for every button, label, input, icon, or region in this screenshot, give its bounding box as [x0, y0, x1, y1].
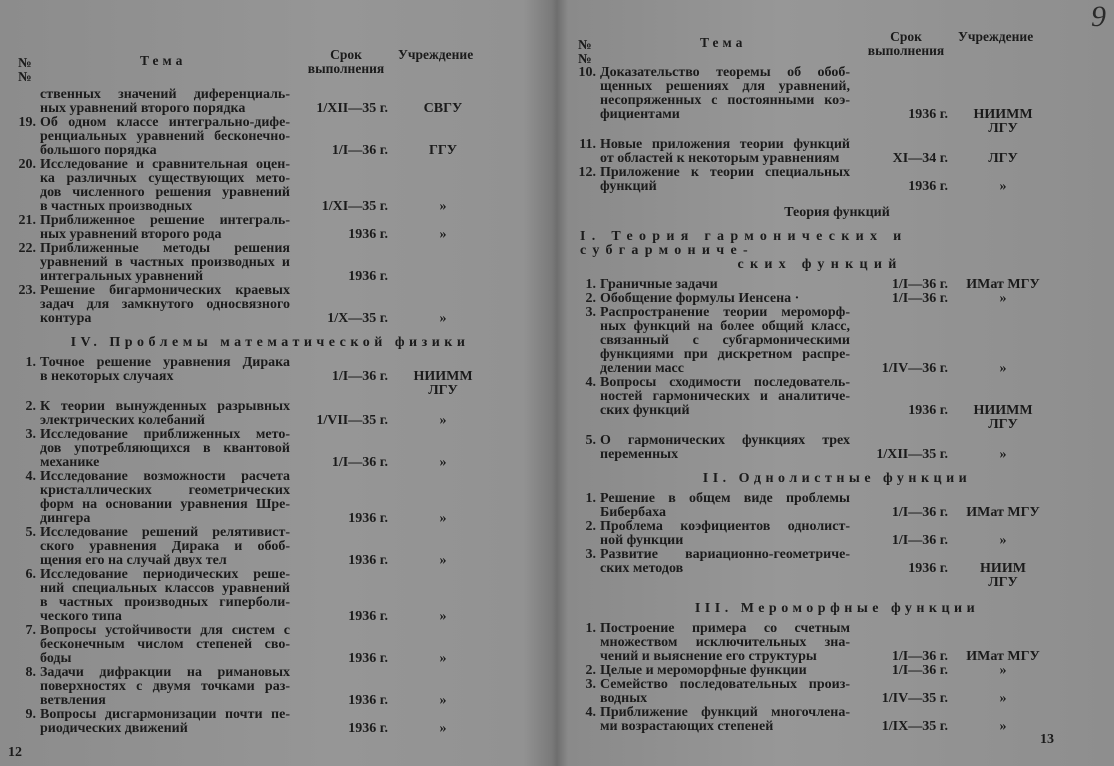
theme-line: Развитие вариационно-геометриче-: [600, 548, 850, 562]
item-deadline: 1/X—35 г.: [327, 311, 388, 326]
item-deadline: 1/XII—35 г.: [316, 101, 388, 116]
item-theme: [40, 666, 290, 708]
institution-line: СВГУ: [423, 101, 463, 116]
item-institution: [398, 694, 488, 708]
theme-line: функций: [600, 180, 657, 194]
header-date-line: выполнения: [867, 43, 945, 58]
item-deadline: 1/I—36 г.: [331, 369, 388, 384]
table-row: [0, 470, 540, 526]
table-row: [0, 214, 540, 242]
item-theme: [40, 568, 290, 624]
page-body: [0, 88, 540, 736]
theme-line: задач для замкнутого односвязного: [40, 298, 290, 312]
item-number: 7.: [25, 623, 36, 638]
institution-line: »: [439, 651, 447, 666]
institution-line: »: [439, 199, 447, 214]
item-deadline: 1936 г.: [908, 403, 948, 418]
table-row: [560, 520, 1114, 548]
page-body: [560, 66, 1114, 734]
institution-line: НИИМ: [980, 561, 1026, 576]
table-row: [0, 242, 540, 284]
item-theme: [40, 470, 290, 526]
theme-line: дингера: [40, 512, 91, 526]
item-number: 1.: [585, 621, 596, 636]
institution-line: НИИММ: [973, 403, 1033, 418]
item-institution: [958, 292, 1048, 306]
table-row: [0, 400, 540, 428]
theme-line: К теории вынужденных разрывных: [40, 400, 290, 414]
theme-line: связанный с субгармоническими: [600, 334, 850, 348]
item-institution: [398, 414, 488, 428]
theme-line: Целые и мероморфные функции: [600, 664, 807, 678]
table-row: [560, 166, 1114, 194]
theme-line: Исследование приближенных мето-: [40, 428, 290, 442]
item-theme: [600, 678, 850, 706]
section-title: [560, 230, 1060, 272]
theme-line: Семейство последовательных произ-: [600, 678, 850, 692]
theme-line: от областей к некоторым уравнениям: [600, 152, 840, 166]
item-institution: [958, 506, 1048, 520]
item-institution: [398, 610, 488, 624]
item-number: 11.: [579, 137, 596, 152]
table-row: [0, 356, 540, 400]
item-deadline: 1936 г.: [908, 107, 948, 122]
institution-line: »: [439, 693, 447, 708]
item-institution: [958, 448, 1048, 462]
institution-line: »: [439, 455, 447, 470]
item-theme: [600, 376, 850, 418]
item-institution: [958, 278, 1048, 292]
table-row: [560, 434, 1114, 462]
item-theme: [600, 306, 850, 376]
theme-line: ка различных существующих мето-: [40, 172, 290, 186]
theme-line: Вопросы дисгармонизации почти пе-: [40, 708, 290, 722]
theme-line: множеством исключительных зна-: [600, 636, 850, 650]
item-number: 4.: [25, 469, 36, 484]
theme-line: ных уравнений второго рода: [40, 228, 222, 242]
theme-line: интегральных уравнений: [40, 270, 204, 284]
item-theme: [40, 158, 290, 214]
table-row: [560, 376, 1114, 434]
theme-line: Исследование периодических реше-: [40, 568, 290, 582]
item-theme: [600, 622, 850, 664]
item-institution: [958, 152, 1048, 166]
theme-line: бесконечным числом степеней сво-: [40, 638, 290, 652]
theme-line: Об одном классе интегрально-дифе-: [40, 116, 290, 130]
theme-line: форм на основании уравнения Шре-: [40, 498, 290, 512]
table-row: [0, 284, 540, 326]
table-row: [560, 492, 1114, 520]
theme-line: несопряженных с постоянными коэ-: [600, 94, 850, 108]
institution-line: »: [999, 447, 1007, 462]
theme-line: ческого типа: [40, 610, 122, 624]
institution-line: ИМат МГУ: [966, 277, 1040, 292]
theme-line: Новые приложения теории функций: [600, 138, 850, 152]
theme-line: боды: [40, 652, 72, 666]
item-number: 2.: [585, 663, 596, 678]
theme-line: щения его на случай двух тел: [40, 554, 227, 568]
item-institution: [958, 108, 1048, 136]
item-deadline: 1936 г.: [908, 179, 948, 194]
theme-line: функциями при дискретном распре-: [600, 348, 850, 362]
theme-line: Приближение функций многочлена-: [600, 706, 850, 720]
institution-line: »: [999, 291, 1007, 306]
institution-line: ИМат МГУ: [966, 649, 1040, 664]
item-institution: [398, 200, 488, 214]
item-number: 5.: [585, 433, 596, 448]
institution-line: ЛГУ: [988, 417, 1018, 432]
item-institution: [398, 456, 488, 470]
table-row: [560, 292, 1114, 306]
table-row: [0, 708, 540, 736]
header-number: №№: [578, 37, 592, 66]
table-row: [0, 158, 540, 214]
item-deadline: 1936 г.: [348, 553, 388, 568]
table-row: [560, 622, 1114, 664]
item-deadline: 1/I—36 г.: [331, 143, 388, 158]
theme-line: ского уравнения Дирака и обоб-: [40, 540, 290, 554]
theme-line: ственных значений диференциаль-: [40, 88, 290, 102]
item-theme: [600, 292, 850, 306]
item-deadline: 1/XII—35 г.: [876, 447, 948, 462]
table-row: [0, 428, 540, 470]
institution-line: »: [999, 179, 1007, 194]
theme-line: переменных: [600, 448, 679, 462]
item-number: 2.: [585, 519, 596, 534]
item-theme: [40, 708, 290, 736]
item-deadline: 1/I—36 г.: [891, 505, 948, 520]
institution-line: »: [439, 413, 447, 428]
item-number: 4.: [585, 375, 596, 390]
institution-line: »: [999, 719, 1007, 734]
theme-line: щенных решениях для уравнений,: [600, 80, 850, 94]
institution-line: ИМат МГУ: [966, 505, 1040, 520]
institution-line: ЛГУ: [988, 151, 1018, 166]
table-row: [560, 138, 1114, 166]
theme-line: Вопросы сходимости последователь-: [600, 376, 850, 390]
item-theme: [600, 492, 850, 520]
theme-line: Исследование решений релятивист-: [40, 526, 290, 540]
item-institution: [398, 102, 488, 116]
theme-line: контура: [40, 312, 92, 326]
theme-line: фициентами: [600, 108, 680, 122]
theme-line: Граничные задачи: [600, 278, 718, 292]
item-institution: [398, 554, 488, 568]
theme-line: делении масс: [600, 362, 684, 376]
header-theme: Тема: [140, 53, 187, 68]
theme-line: Обобщение формулы Иенсена ·: [600, 292, 800, 306]
item-theme: [40, 400, 290, 428]
item-theme: [600, 434, 850, 462]
table-row: [0, 666, 540, 708]
theme-line: большого порядка: [40, 144, 157, 158]
item-institution: [398, 370, 488, 398]
table-row: [0, 88, 540, 116]
item-institution: [958, 650, 1048, 664]
item-number: 1.: [25, 355, 36, 370]
institution-line: ГГУ: [428, 143, 458, 158]
item-theme: [40, 428, 290, 470]
header-institution: Учреждение: [398, 47, 474, 62]
theme-line: электрических колебаний: [40, 414, 205, 428]
left-page: [0, 0, 540, 766]
item-institution: [958, 180, 1048, 194]
item-number: 4.: [585, 705, 596, 720]
item-theme: [600, 66, 850, 122]
item-theme: [600, 664, 850, 678]
item-number: 3.: [585, 547, 596, 562]
item-number: 12.: [578, 165, 596, 180]
theme-line: в частных производных гиперболи-: [40, 596, 290, 610]
table-row: [560, 664, 1114, 678]
item-institution: [398, 228, 488, 242]
item-number: 3.: [585, 677, 596, 692]
table-row: [560, 678, 1114, 706]
item-institution: [398, 144, 488, 158]
item-institution: [958, 562, 1048, 590]
theme-line: Приложение к теории специальных: [600, 166, 850, 180]
item-number: 22.: [18, 241, 36, 256]
item-number: 2.: [585, 291, 596, 306]
theme-line: Построение примера со счетным: [600, 622, 850, 636]
theme-line: механике: [40, 456, 100, 470]
institution-line: »: [999, 533, 1007, 548]
theme-line: ветвления: [40, 694, 106, 708]
item-number: 1.: [585, 277, 596, 292]
theme-line: Приближенные методы решения: [40, 242, 290, 256]
item-institution: [398, 312, 488, 326]
theme-line: Исследование возможности расчета: [40, 470, 290, 484]
item-deadline: 1/I—36 г.: [891, 663, 948, 678]
item-deadline: 1/XI—35 г.: [321, 199, 388, 214]
header-theme: Тема: [700, 35, 747, 50]
page-number: 12: [8, 745, 22, 760]
table-row: [560, 306, 1114, 376]
institution-line: »: [439, 311, 447, 326]
section-title: IV. Проблемы математической физики: [70, 335, 470, 350]
table-row: [0, 624, 540, 666]
section-heading: Теория функций: [784, 205, 890, 220]
item-number: 8.: [25, 665, 36, 680]
item-deadline: 1/IV—36 г.: [881, 361, 948, 376]
item-institution: [958, 404, 1048, 432]
theme-line: Решение в общем виде проблемы: [600, 492, 850, 506]
header-institution: Учреждение: [958, 29, 1034, 44]
table-row: [560, 66, 1114, 138]
theme-line: в некоторых случаях: [40, 370, 174, 384]
item-theme: [40, 116, 290, 158]
institution-line: »: [999, 691, 1007, 706]
item-theme: [600, 138, 850, 166]
theme-line: Приближенное решение интеграль-: [40, 214, 290, 228]
item-deadline: 1936 г.: [348, 609, 388, 624]
item-institution: [398, 652, 488, 666]
item-theme: [600, 520, 850, 548]
item-deadline: 1/I—36 г.: [891, 533, 948, 548]
item-deadline: 1936 г.: [348, 693, 388, 708]
item-theme: [40, 284, 290, 326]
item-theme: [40, 88, 290, 116]
theme-line: ренциальных уравнений бесконечно-: [40, 130, 290, 144]
institution-line: »: [439, 511, 447, 526]
item-institution: [958, 692, 1048, 706]
handwritten-page-mark: 9: [1091, 0, 1106, 33]
section-title-line: I. Теория гармонических и субгармониче-: [580, 229, 908, 258]
item-theme: [40, 214, 290, 242]
header-date-line: выполнения: [307, 61, 385, 76]
table-row: [560, 548, 1114, 592]
theme-line: Доказательство теоремы об обоб-: [600, 66, 850, 80]
theme-line: ских функций: [600, 404, 690, 418]
theme-line: ний специальных классов уравнений: [40, 582, 290, 596]
header-date-line: Срок: [330, 47, 362, 62]
item-institution: [398, 722, 488, 736]
item-theme: [600, 166, 850, 194]
theme-line: Вопросы устойчивости для систем с: [40, 624, 290, 638]
theme-line: Решение бигармонических краевых: [40, 284, 290, 298]
item-theme: [600, 706, 850, 734]
theme-line: Распространение теории мероморф-: [600, 306, 850, 320]
item-institution: [958, 664, 1048, 678]
theme-line: Бибербаха: [600, 506, 666, 520]
item-number: 9.: [25, 707, 36, 722]
theme-line: водных: [600, 692, 648, 706]
item-deadline: 1936 г.: [348, 721, 388, 736]
item-theme: [40, 526, 290, 568]
item-institution: [398, 512, 488, 526]
item-number: 21.: [18, 213, 36, 228]
item-number: 2.: [25, 399, 36, 414]
theme-line: в частных производных: [40, 200, 193, 214]
theme-line: ми возрастающих степеней: [600, 720, 774, 734]
institution-line: ЛГУ: [988, 575, 1018, 590]
item-deadline: 1/I—36 г.: [891, 277, 948, 292]
item-theme: [40, 242, 290, 284]
section-title-line: ских функций: [737, 257, 903, 272]
item-deadline: 1936 г.: [908, 561, 948, 576]
institution-line: ЛГУ: [428, 383, 458, 398]
item-deadline: 1/IX—35 г.: [881, 719, 948, 734]
item-deadline: 1/I—36 г.: [891, 291, 948, 306]
item-number: 23.: [18, 283, 36, 298]
section-title: III. Мероморфные функции: [694, 601, 980, 616]
item-number: 5.: [25, 525, 36, 540]
theme-line: риодических движений: [40, 722, 188, 736]
theme-line: дов употребляющихся в квантовой: [40, 442, 290, 456]
item-deadline: 1936 г.: [348, 651, 388, 666]
item-number: 19.: [18, 115, 36, 130]
header-date-line: Срок: [890, 29, 922, 44]
theme-line: поверхностях с двумя точками раз-: [40, 680, 290, 694]
header-number: №№: [18, 55, 32, 84]
table-row: [0, 568, 540, 624]
institution-line: »: [439, 721, 447, 736]
theme-line: чений и выяснение его структуры: [600, 650, 817, 664]
theme-line: дов численного решения уравнений: [40, 186, 290, 200]
item-deadline: 1936 г.: [348, 511, 388, 526]
table-row: [0, 526, 540, 568]
institution-line: ЛГУ: [988, 121, 1018, 136]
item-institution: [958, 720, 1048, 734]
item-theme: [40, 624, 290, 666]
institution-line: НИИММ: [413, 369, 473, 384]
item-number: 1.: [585, 491, 596, 506]
table-row: [560, 278, 1114, 292]
theme-line: Исследование и сравнительная оцен-: [40, 158, 290, 172]
item-theme: [600, 278, 850, 292]
item-deadline: 1936 г.: [348, 227, 388, 242]
item-number: 20.: [18, 157, 36, 172]
header-date: [856, 30, 956, 58]
right-page: [560, 0, 1114, 766]
theme-line: кристаллических геометрических: [40, 484, 290, 498]
institution-line: »: [999, 663, 1007, 678]
theme-line: ных функций на более общий класс,: [600, 320, 850, 334]
theme-line: ских методов: [600, 562, 684, 576]
item-deadline: 1/I—36 г.: [331, 455, 388, 470]
item-deadline: 1/VII—35 г.: [316, 413, 388, 428]
item-deadline: 1/IV—35 г.: [881, 691, 948, 706]
item-institution: [958, 534, 1048, 548]
item-number: 10.: [578, 65, 596, 80]
institution-line: НИИММ: [973, 107, 1033, 122]
institution-line: »: [999, 361, 1007, 376]
item-deadline: XI—34 г.: [892, 151, 948, 166]
section-title: II. Однолистные функции: [702, 471, 972, 486]
item-deadline: 1/I—36 г.: [891, 649, 948, 664]
item-institution: [958, 362, 1048, 376]
item-theme: [600, 548, 850, 576]
institution-line: »: [439, 609, 447, 624]
theme-line: Задачи дифракции на римановых: [40, 666, 290, 680]
table-row: [560, 706, 1114, 734]
theme-line: Проблема коэфициентов однолист-: [600, 520, 850, 534]
theme-line: ной функции: [600, 534, 684, 548]
theme-line: О гармонических функциях трех: [600, 434, 850, 448]
table-row: [0, 116, 540, 158]
item-theme: [40, 356, 290, 384]
institution-line: »: [439, 227, 447, 242]
page-number: 13: [1040, 732, 1054, 747]
institution-line: »: [439, 553, 447, 568]
item-deadline: 1936 г.: [348, 269, 388, 284]
item-number: 3.: [25, 427, 36, 442]
theme-line: ных уравнений второго порядка: [40, 102, 246, 116]
theme-line: уравнений в частных производных и: [40, 256, 290, 270]
theme-line: Точное решение уравнения Дирака: [40, 356, 290, 370]
header-date: [296, 48, 396, 76]
theme-line: ностей гармонических и аналитиче-: [600, 390, 850, 404]
item-number: 3.: [585, 305, 596, 320]
item-number: 6.: [25, 567, 36, 582]
